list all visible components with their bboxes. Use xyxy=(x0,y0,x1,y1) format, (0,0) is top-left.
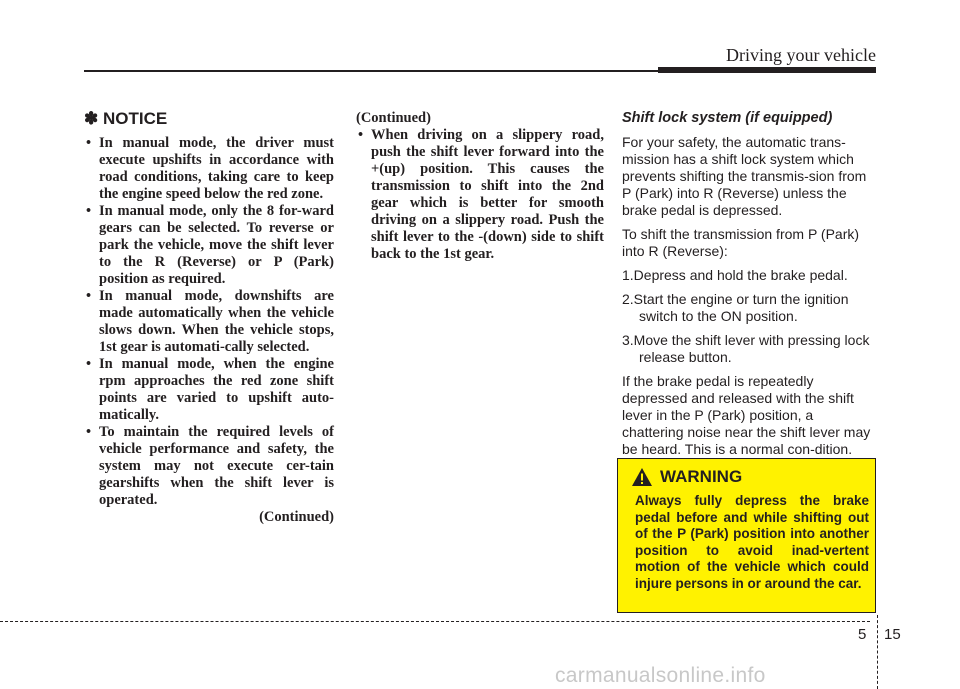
shift-lock-section xyxy=(622,110,878,465)
shift-lock-step-3: 3.Move the shift lever with pressing lock release button. xyxy=(622,332,870,365)
watermark: carmanualsonline.info xyxy=(555,664,766,687)
continued-label: (Continued) xyxy=(259,509,334,525)
continued-label-top: (Continued) xyxy=(356,110,431,126)
warning-header xyxy=(631,467,742,487)
shift-lock-lead: To shift the transmission from P (Park) into R (Reverse): xyxy=(622,226,860,259)
warning-box xyxy=(617,458,876,613)
warning-text: Always fully depress the brake pedal before and while shifting out of the P (Park) position into another position to avoid inad-vertent motion of the vehicle which could injure persons in or around the car. xyxy=(635,493,869,591)
notice-list-cont xyxy=(356,127,604,263)
header-title: Driving your vehicle xyxy=(726,45,876,65)
shift-lock-intro: For your safety, the automatic trans-mission has a shift lock system which prevents shifting the transmis-sion from P (Park) into R (Reverse) unless the brake pedal is depressed. xyxy=(622,134,867,218)
shift-lock-step-2: 2.Start the engine or turn the ignition switch to the ON position. xyxy=(622,291,849,324)
notice-heading: ✽ NOTICE xyxy=(84,109,168,128)
notice-item-5: • To maintain the required levels of vehicle performance and safety, the system may not execute cer-tain gearshifts when the shift lever is operated. xyxy=(84,424,334,509)
notice-column-1 xyxy=(84,110,334,526)
warning-triangle-icon xyxy=(631,467,653,487)
page-number: 15 xyxy=(884,626,901,643)
shift-lock-heading: Shift lock system (if equipped) xyxy=(622,110,833,126)
footer-divider xyxy=(877,615,878,689)
header-rule-accent xyxy=(658,67,876,73)
chapter-number: 5 xyxy=(858,626,867,643)
notice-item-1: • In manual mode, the driver must execute upshifts in accordance with road conditions, taking care to keep the engine speed below the red zone. xyxy=(84,135,334,203)
notice-item-6: • When driving on a slippery road, push the shift lever forward into the +(up) position. This causes the transmission to shift into the 2nd gear which is better for smooth driving on a slippery road. Push the shift lever to the -(down) side to shift back to the 1st gear. xyxy=(356,127,604,263)
shift-lock-step-1: 1.Depress and hold the brake pedal. xyxy=(622,267,848,283)
notice-column-2 xyxy=(356,110,604,263)
footer-rule xyxy=(0,621,870,622)
notice-item-2: • In manual mode, only the 8 for-ward gears can be selected. To reverse or park the vehicle, move the shift lever to the R (Reverse) or P (Park) position as required. xyxy=(84,203,334,288)
shift-lock-note: If the brake pedal is repeatedly depressed and released with the shift lever in the P (Park) position, a chattering noise near the shift lever may be heard. This is a normal con-dition. xyxy=(622,373,871,457)
notice-item-3: • In manual mode, downshifts are made automatically when the vehicle slows down. When the vehicle stops, 1st gear is automati-cally selected. xyxy=(84,288,334,356)
warning-title: WARNING xyxy=(660,467,743,486)
notice-item-4: • In manual mode, when the engine rpm approaches the red zone shift points are varied to upshift auto-matically. xyxy=(84,356,334,424)
notice-list xyxy=(84,135,334,509)
